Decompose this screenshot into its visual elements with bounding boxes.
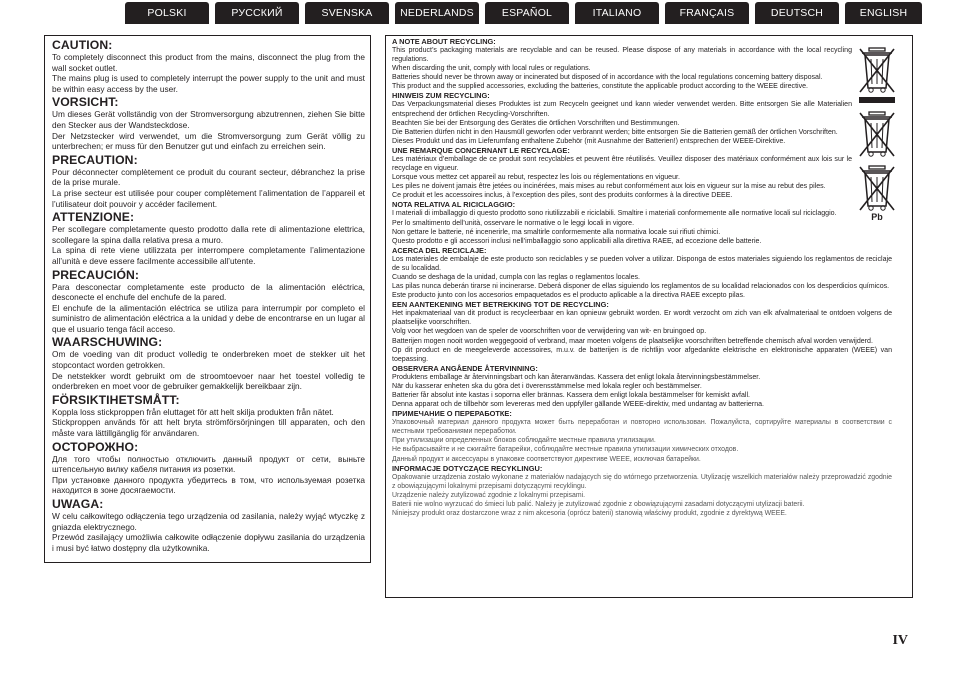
section-heading: VORSICHT:	[52, 95, 119, 110]
section-paragraph: Produktens emballage är återvinningsbart och kan återanvändas. Kassera det enligt lokala återvinningsbestämmelser.	[392, 373, 761, 381]
tab-english[interactable]: ENGLISH	[845, 2, 922, 24]
section-paragraph: Urządzenie należy zutylizować zgodnie z lokalnymi przepisami.	[392, 491, 586, 499]
tab-espanol[interactable]: ESPAÑOL	[485, 2, 569, 24]
recycling-section-it	[392, 200, 852, 245]
section-heading: PRECAUCIÓN:	[52, 267, 140, 282]
caution-section-de	[52, 95, 365, 151]
section-paragraph: Koppla loss stickproppen från eluttaget för att helt skilja produkten från nätet.	[52, 406, 334, 417]
tab-italiano[interactable]: ITALIANO	[575, 2, 659, 24]
recycling-section-nl	[392, 300, 892, 364]
recycling-section-ru	[392, 409, 892, 463]
recycling-box	[385, 35, 913, 598]
section-paragraph: Om de voeding van dit product volledig te onderbreken moet de stekker uit het stopcontact worden getrokken.	[52, 349, 365, 371]
section-paragraph: Les matériaux d’emballage de ce produit sont recyclables et peuvent être réutilisés. Veuillez disposer des matériaux conformément aux lois sur le recyclage en vigueur.	[392, 155, 852, 173]
section-paragraph: Lorsque vous mettez cet appareil au rebut, respectez les lois ou réglementations en vigueur.	[392, 174, 680, 182]
section-paragraph: Не выбрасывайте и не сжигайте батарейки, соблюдайте местные правила утилизации химических отходов.	[392, 446, 739, 454]
section-paragraph: This product’s packaging materials are recyclable and can be reused. Please dispose of any materials in accordance with the local recycling regulations.	[392, 47, 852, 64]
section-paragraph: Les piles ne doivent jamais être jetées ou incinérées, mais mises au rebut conformément aux lois en vigueur sur la mise au rebut des piles.	[392, 183, 826, 191]
caution-section-es	[52, 268, 365, 335]
weee-icons	[854, 46, 900, 222]
recycling-section-de	[392, 91, 852, 145]
section-paragraph: Questo prodotto e gli accessori inclusi nell’imballaggio sono applicabili alla direttiva RAEE, ad eccezione delle batterie.	[392, 237, 762, 245]
page-number: IV	[892, 633, 908, 648]
section-paragraph: W celu całkowitego odłączenia tego urządzenia od zasilania, należy wyjąć wtyczkę z gniazda elektrycznego.	[52, 511, 365, 532]
section-heading: ПРИМЕЧАНИЕ О ПЕРЕРАБОТКЕ:	[392, 409, 512, 419]
section-paragraph: Das Verpackungsmaterial dieses Produktes ist zum Recyceln geeignet und kann wieder verwendet werden. Bitte entsorgen Sie alle Materialien entsprechend der örtlichen Recycling-Vorschriften.	[392, 101, 852, 118]
tab-russkiy[interactable]: РУССКИЙ	[215, 2, 299, 24]
section-paragraph: Per lo smaltimento dell’unità, osservare le normative o le leggi locali in vigore.	[392, 219, 635, 227]
section-heading: UNE REMARQUE CONCERNANT LE RECYCLAGE:	[392, 145, 570, 155]
section-paragraph: La prise secteur est utilisée pour couper complètement l’alimentation de l’appareil et l’utilisateur doit pouvoir y accéder facilement.	[52, 187, 365, 209]
section-paragraph: Las pilas nunca deberán tirarse ni incinerarse. Deberá disponer de ellas siguiendo los reglamentos de su localidad relacionados con los desperdicios químicos.	[392, 283, 890, 291]
section-paragraph: Batteries should never be thrown away or incinerated but disposed of in accordance with the local regulations concerning battery disposal.	[392, 74, 823, 82]
tab-francais[interactable]: FRANÇAIS	[665, 2, 749, 24]
section-heading: ОСТОРОЖНО:	[52, 439, 139, 454]
section-paragraph: När du kasserar enheten ska du göra det i överensstämmelse med lokala regler och bestämmelser.	[392, 382, 702, 390]
section-heading: INFORMACJE DOTYCZĄCE RECYKLINGU:	[392, 463, 543, 473]
section-paragraph: Per scollegare completamente questo prodotto dalla rete di alimentazione elettrica, scollegare la spina dalla relativa presa a muro.	[52, 224, 365, 245]
caution-section-en	[52, 38, 365, 94]
section-paragraph: Op dit product en de meegeleverde accessoires, m.u.v. de batterijen is de richtlijn voor afgedankte elektrische en elektronische apparaten (WEEE) van toepassing.	[392, 346, 892, 363]
section-paragraph: El enchufe de la alimentación eléctrica se utiliza para interrumpir por completo el suministro de alimentación eléctrica a la unidad y debe de encontrarse en un lugar al que el usuario tenga fácil acceso.	[52, 302, 365, 334]
recycling-text-wide	[392, 246, 892, 518]
section-paragraph: La spina di rete viene utilizzata per interrompere completamente l’alimentazione all’unità e deve essere facilmente accessibile all’utente.	[52, 245, 365, 266]
recycling-section-pl	[392, 464, 892, 518]
section-paragraph: Упаковочный материал данного продукта может быть переработан и повторно использован. Пожалуйста, сортируйте материалы в соответствии с местными требованиями переработки.	[392, 419, 892, 436]
caution-section-fr	[52, 153, 365, 209]
caution-section-ru	[52, 440, 365, 496]
section-paragraph: Der Netzstecker wird verwendet, um die Stromversorgung zum Gerät völlig zu unterbrechen; er muss für den Benutzer gut und einfach zu erreichen sein.	[52, 130, 365, 152]
section-paragraph: Batterier får absolut inte kastas i soporna eller brännas. Kassera dem enligt lokala bestämmelser för kemiskt avfall.	[392, 392, 750, 399]
crossed-out-bin-icon	[857, 46, 897, 104]
recycling-section-sv	[392, 364, 892, 409]
section-paragraph: This product and the supplied accessories, excluding the batteries, constitute the applicable product according to the WEEE directive.	[392, 83, 809, 91]
tab-deutsch[interactable]: DEUTSCH	[755, 2, 839, 24]
section-paragraph: Niniejszy produkt oraz dostarczone wraz z nim akcesoria (oprócz baterii) stanowią właściwy produkt, zgodnie z dyrektywą WEEE.	[392, 510, 787, 518]
section-paragraph: При установке данного продукта убедитесь в том, что используемая розетка находится в зоне досягаемости.	[52, 474, 365, 496]
section-paragraph: Este producto junto con los accesorios empaquetados es el producto aplicable a la directiva RAEE excepto pilas.	[392, 292, 745, 300]
section-heading: CAUTION:	[52, 38, 113, 52]
recycling-section-es	[392, 246, 892, 300]
recycling-section-en	[392, 37, 852, 91]
section-paragraph: Denna apparat och de tillbehör som levereras med den uppfyller gällande WEEE-direktiv, med undantag av batterierna.	[392, 401, 764, 409]
section-paragraph: The mains plug is used to completely interrupt the power supply to the unit and must be within easy access by the user.	[52, 73, 365, 94]
section-paragraph: Pour déconnecter complètement ce produit du courant secteur, débranchez la prise de la prise murale.	[52, 166, 365, 188]
section-heading: PRECAUTION:	[52, 152, 138, 167]
section-paragraph: Для того чтобы полностью отключить данный продукт от сети, выньте штепсельную вилку кабеля питания из розетки.	[52, 453, 365, 475]
caution-section-it	[52, 210, 365, 266]
section-paragraph: Um dieses Gerät vollständig von der Stromversorgung abzutrennen, ziehen Sie bitte den Stecker aus der Wandsteckdose.	[52, 109, 365, 130]
section-heading: FÖRSIKTIHETSMÅTT:	[52, 392, 180, 407]
section-paragraph: Para desconectar completamente este producto de la alimentación eléctrica, desconecte el enchufe del enchufe de la pared.	[52, 281, 365, 303]
caution-section-nl	[52, 335, 365, 391]
caution-section-pl	[52, 497, 365, 553]
lead-symbol-label: Pb	[871, 212, 883, 222]
section-paragraph: Die Batterien dürfen nicht in den Hausmüll geworfen oder verbrannt werden; bitte entsorgen Sie die Batterien gemäß der örtlichen Vorschriften.	[392, 128, 838, 136]
section-paragraph: При утилизации определенных блоков соблюдайте местные правила утилизации.	[392, 437, 656, 445]
caution-section-sv	[52, 393, 365, 439]
section-paragraph: Stickproppen används för att helt bryta strömförsörjningen till apparaten, och den måste vara lättillgänglig för användaren.	[52, 417, 365, 439]
section-heading: OBSERVERA ANGÅENDE ÅTERVINNING:	[392, 363, 538, 373]
section-heading: HINWEIS ZUM RECYCLING:	[392, 91, 490, 101]
section-paragraph: Non gettare le batterie, né incenerirle, ma smaltirle conformemente alla normativa locale sui rifiuti chimici.	[392, 228, 721, 236]
section-paragraph: Volg voor het wegdoen van de speler de voorschriften voor de verwijdering van wit- en bruingoed op.	[392, 328, 707, 336]
section-paragraph: De netstekker wordt gebruikt om de stroomtoevoer naar het toestel volledig te onderbreken en moet voor de gebruiker gemakkelijk bereikbaar zijn.	[52, 370, 365, 392]
language-tabs	[125, 2, 922, 24]
section-paragraph: Dieses Produkt und das im Lieferumfang enthaltene Zubehör (mit Ausnahme der Batterien!) entsprechen der WEEE-Direktive.	[392, 137, 786, 145]
section-paragraph: To completely disconnect this product from the mains, disconnect the plug from the wall socket outlet.	[52, 52, 365, 73]
section-paragraph: Los materiales de embalaje de este producto son reciclables y se pueden volver a utilizar. Disponga de estos materiales siguiendo los reglamentos de reciclaje de su localidad.	[392, 255, 892, 272]
section-heading: EEN AANTEKENING MET BETREKKING TOT DE RECYCLING:	[392, 300, 609, 310]
tab-nederlands[interactable]: NEDERLANDS	[395, 2, 479, 24]
section-paragraph: Cuando se deshaga de la unidad, cumpla con las reglas o reglamentos locales.	[392, 273, 640, 281]
section-heading: UWAGA:	[52, 497, 104, 511]
caution-box	[44, 35, 371, 563]
section-paragraph: Ce produit et les accessoires inclus, à l’exception des piles, sont des produits conformes à la directive DEEE.	[392, 192, 733, 200]
crossed-out-bin-icon	[857, 110, 897, 162]
section-paragraph: I materiali di imballaggio di questo prodotto sono riutilizzabili e riciclabili. Smaltire i materiali conformemente alle normative locali sul riciclaggio.	[392, 210, 837, 218]
section-paragraph: When discarding the unit, comply with local rules or regulations.	[392, 65, 591, 73]
recycling-section-fr	[392, 146, 852, 200]
crossed-out-bin-icon	[857, 164, 897, 214]
section-paragraph: Данный продукт и аксессуары в упаковке соответствуют директиве WEEE, исключая батарейки.	[392, 455, 701, 463]
section-paragraph: Przewód zasilający umożliwia całkowite odłączenie dopływu zasilania do urządzenia i musi być łatwo dostępny dla użytkownika.	[52, 532, 365, 553]
section-heading: ATTENZIONE:	[52, 210, 135, 225]
recycling-text	[392, 37, 852, 246]
section-heading: NOTA RELATIVA AL RICICLAGGIO:	[392, 200, 516, 210]
section-paragraph: Beachten Sie bei der Entsorgung des Gerätes die örtlichen Vorschriften und Bestimmungen.	[392, 119, 680, 127]
section-heading: A NOTE ABOUT RECYCLING:	[392, 37, 496, 46]
tab-svenska[interactable]: SVENSKA	[305, 2, 389, 24]
section-paragraph: Batterijen mogen nooit worden weggegooid of verbrand, maar moeten volgens de plaatselijke voorschriften betreffende chemisch afval worden verwijderd.	[392, 337, 873, 345]
section-paragraph: Opakowanie urządzenia zostało wykonane z materiałów nadających się do wtórnego przetworzenia. Utylizację wszelkich materiałów należy przeprowadzić zgodnie z obowiązującymi lokalnymi przepisami dotyczącymi recyklingu.	[392, 473, 892, 490]
section-paragraph: Baterii nie wolno wyrzucać do śmieci lub palić. Należy je zutylizować zgodnie z obowiązującymi zasadami dotyczącymi utylizacji baterii.	[392, 500, 805, 508]
section-heading: ACERCA DEL RECICLAJE:	[392, 245, 487, 255]
tab-polski[interactable]: POLSKI	[125, 2, 209, 24]
section-heading: WAARSCHUWING:	[52, 335, 163, 350]
section-paragraph: Het inpakmateriaal van dit product is recycleerbaar en kan opnieuw gebruikt worden. Er wordt verzocht om zich van elk afvalmateriaal te ontdoen volgens de plaatselijke voorschriften.	[392, 310, 892, 327]
